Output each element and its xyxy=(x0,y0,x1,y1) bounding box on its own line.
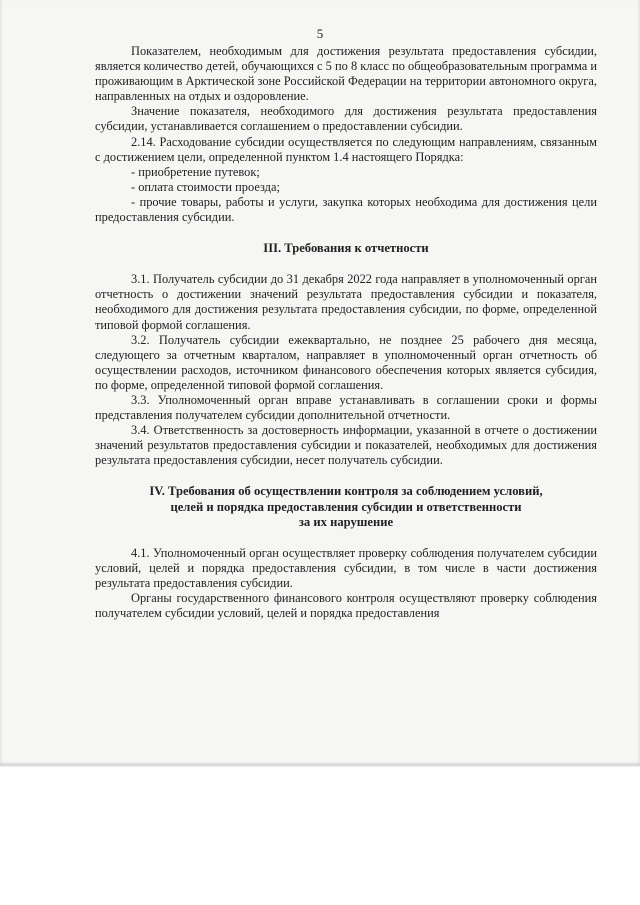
spacer xyxy=(95,256,597,272)
section-heading: за их нарушение xyxy=(298,514,394,529)
paragraph: 3.2. Получатель субсидии ежеквартально, не позднее 25 рабочего дня месяца, следующего за отчетным кварталом, направляет в уполномоченный орган отчетность об осуществлении расходов, источником финансового обеспечения которых является субсидия, по форме, определенной типовой формой соглашения. xyxy=(95,332,597,392)
paragraph: 4.1. Уполномоченный орган осуществляет проверку соблюдения получателем субсидии условий, целей и порядка предоставления субсидии, в том числе в части достижения результата предоставления субсидии. xyxy=(95,545,597,590)
section-heading: IV. Требования об осуществлении контроля за соблюдением условий, xyxy=(149,484,543,499)
list-item: - оплата стоимости проезда; xyxy=(131,179,280,194)
paragraph: 3.3. Уполномоченный орган вправе устанавливать в соглашении сроки и формы представления получателем субсидии дополнительной отчетности. xyxy=(95,392,597,423)
list-item: - приобретение путевок; xyxy=(131,164,260,179)
spacer xyxy=(95,468,597,484)
spacer xyxy=(95,530,597,546)
spacer xyxy=(95,225,597,241)
paragraph: Значение показателя, необходимого для достижения результата предоставления субсидии, устанавливается соглашением о предоставлении субсидии. xyxy=(95,104,597,134)
section-heading: III. Требования к отчетности xyxy=(263,241,429,256)
paragraph: 3.1. Получатель субсидии до 31 декабря 2022 года направляет в уполномоченный орган отчетность о достижении значений результата предоставления субсидии и показателя, необходимого для достижения результата предоставления субсидии, по форме, определенной типовой формой соглашения. xyxy=(95,272,597,332)
section-heading: целей и порядка предоставления субсидии и ответственности xyxy=(170,499,522,514)
page-number: 5 xyxy=(316,26,324,41)
paragraph: 3.4. Ответственность за достоверность информации, указанной в отчете о достижении значений результатов предоставления субсидии и показателей, необходимых для достижения результата предоставления субсидии, несет получатель субсидии. xyxy=(95,423,597,468)
paragraph: Показателем, необходимым для достижения результата предоставления субсидии, является количество детей, обучающихся с 5 по 8 класс по общеобразовательным программа и проживающим в Арктической зоне Российской Федерации на территории автономного округа, направленных на отдых и оздоровление. xyxy=(95,44,597,104)
page-edge xyxy=(0,764,640,767)
list-item: - прочие товары, работы и услуги, закупка которых необходима для достижения цели предоставления субсидии. xyxy=(95,194,597,225)
document-body xyxy=(95,44,597,621)
paragraph: 2.14. Расходование субсидии осуществляется по следующим направлениям, связанным с достижением цели, определенной пунктом 1.4 настоящего Порядка: xyxy=(95,134,597,164)
paragraph: Органы государственного финансового контроля осуществляют проверку соблюдения получателем субсидии условий, целей и порядка предоставления xyxy=(95,591,597,621)
